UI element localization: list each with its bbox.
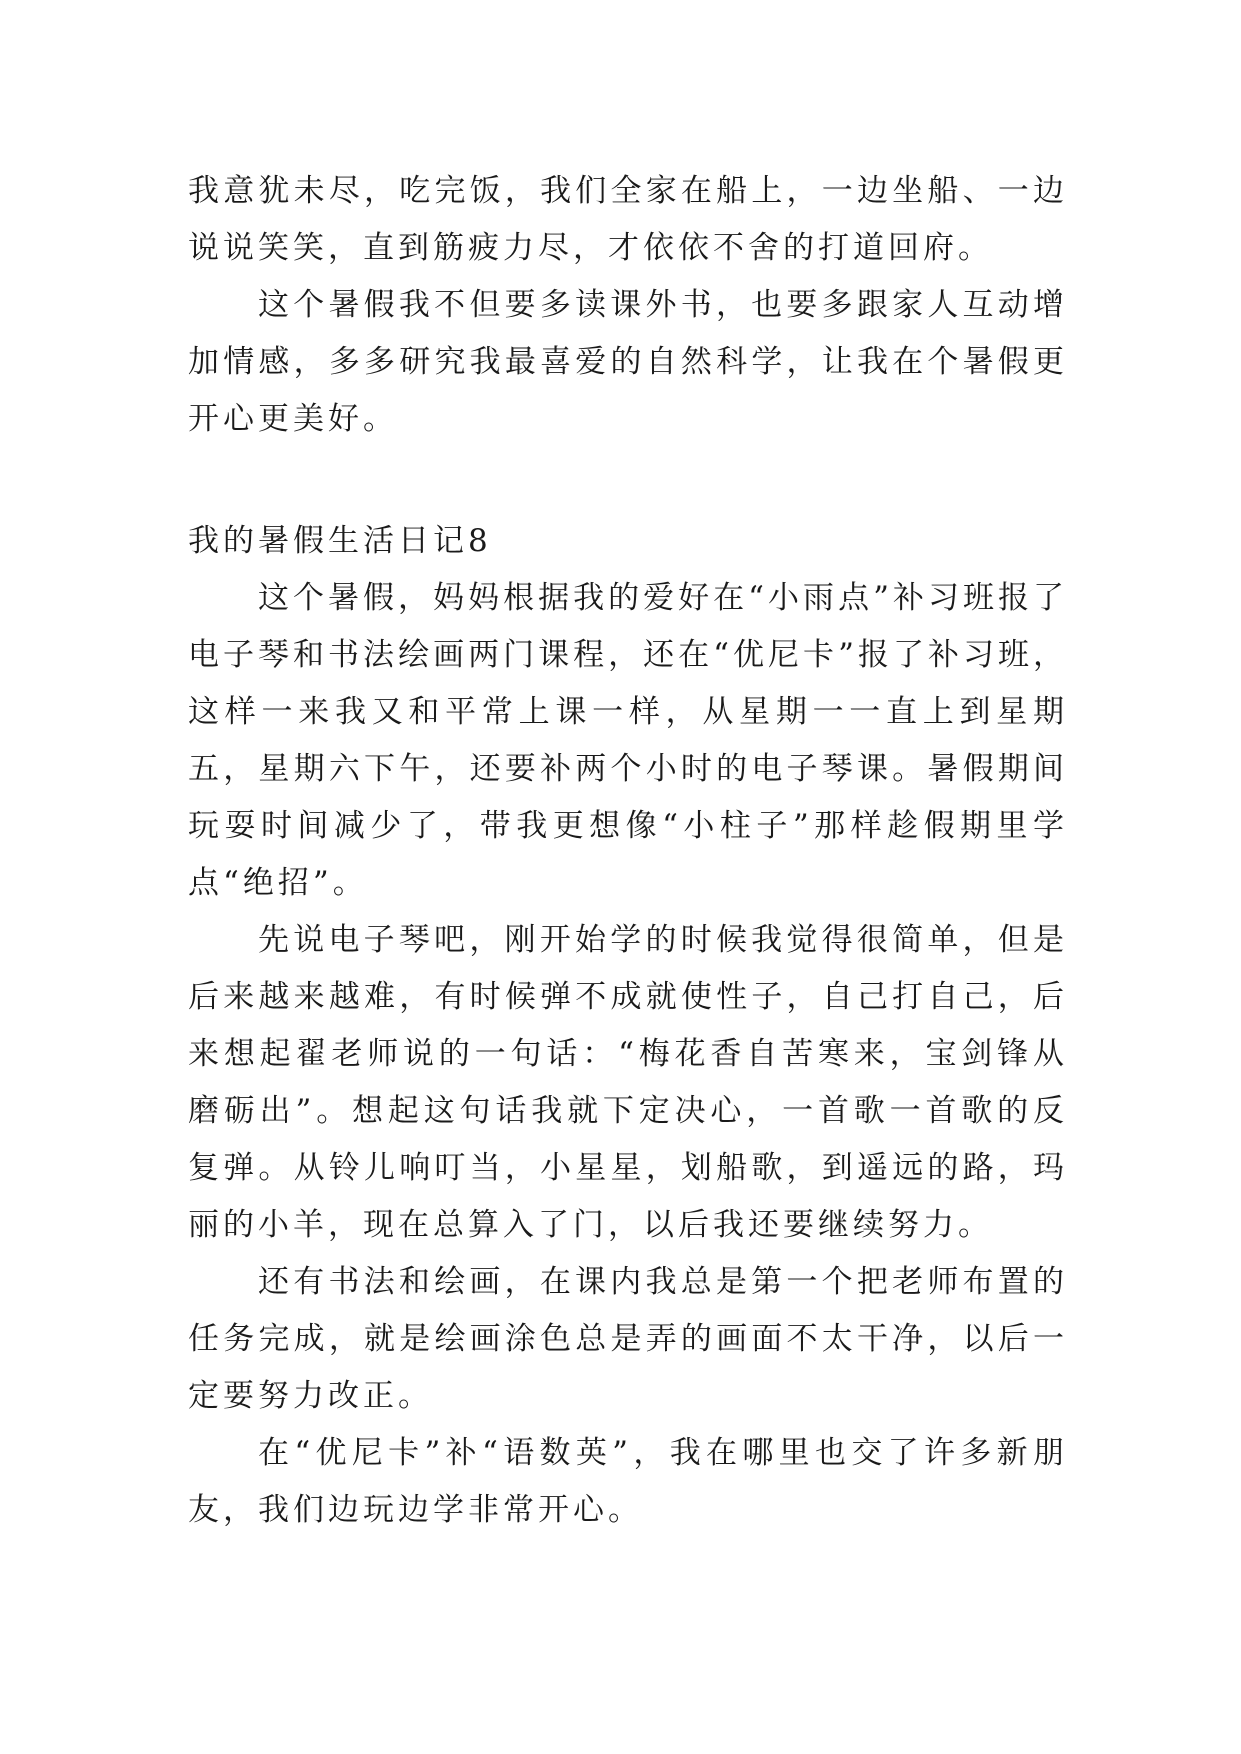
paragraph-keyboard: 先说电子琴吧，刚开始学的时候我觉得很简单，但是后来越来越难，有时候弹不成就使性子，自己打自己，后来想起翟老师说的一句话：“梅花香自苦寒来，宝剑锋从磨砺出”。想起这句话我就下定决心，一首歌一首歌的反复弹。从铃儿响叮当，小星星，划船歌，到遥远的路，玛丽的小羊，现在总算入了门，以后我还要继续努力。 [188, 922, 1068, 1243]
paragraph-summer-plan: 这个暑假我不但要多读课外书，也要多跟家人互动增加情感，多多研究我最喜爱的自然科学，让我在个暑假更开心更美好。 [188, 287, 1068, 437]
paragraph-tutoring: 在“优尼卡”补“语数英”，我在哪里也交了许多新朋友，我们边玩边学非常开心。 [188, 1435, 1068, 1528]
paragraph-calligraphy: 还有书法和绘画，在课内我总是第一个把老师布置的任务完成，就是绘画涂色总是弄的画面不太干净，以后一定要努力改正。 [188, 1264, 1068, 1414]
paragraph-classes: 这个暑假，妈妈根据我的爱好在“小雨点”补习班报了电子琴和书法绘画两门课程，还在“优尼卡”报了补习班，这样一来我又和平常上课一样，从星期一一直上到星期五，星期六下午，还要补两个小时的电子琴课。暑假期间玩耍时间减少了，带我更想像“小柱子”那样趁假期里学点“绝招”。 [188, 580, 1068, 901]
document-page [188, 163, 1068, 1539]
section-title: 我的暑假生活日记8 [188, 523, 492, 559]
paragraph-continuation: 我意犹未尽，吃完饭，我们全家在船上，一边坐船、一边说说笑笑，直到筋疲力尽，才依依不舍的打道回府。 [188, 173, 1068, 266]
